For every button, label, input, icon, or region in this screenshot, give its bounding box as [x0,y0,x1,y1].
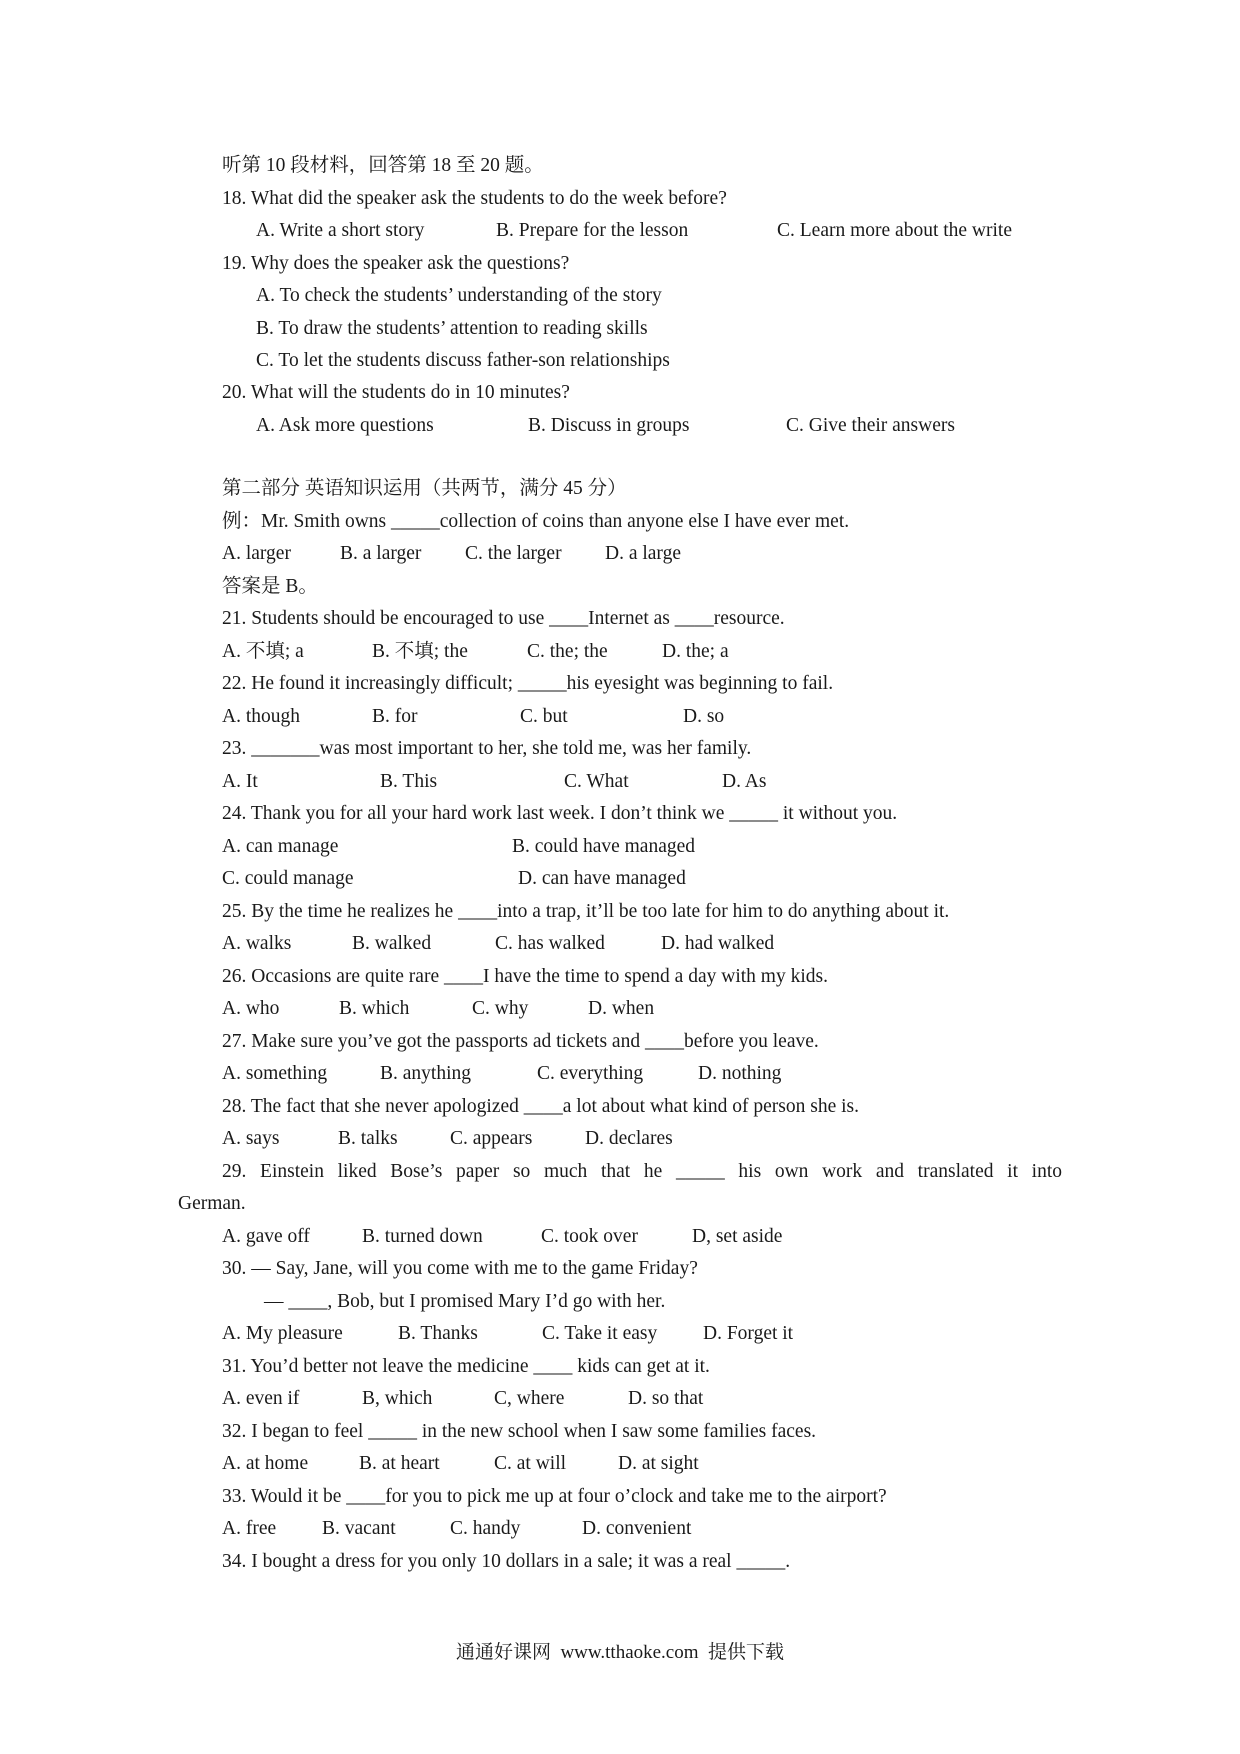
question-34-stem: 34. I bought a dress for you only 10 dollars in a sale; it was a real _____. [222,1551,791,1572]
question-23-option-c: C. What [564,771,629,792]
question-24-option-a: A. can manage [222,836,339,857]
question-33-option-c: C. handy [450,1518,521,1539]
question-31-option-c: C, where [494,1388,565,1409]
question-18-stem: 18. What did the speaker ask the students to do the week before? [222,188,727,209]
part-2-header: 第二部分 英语知识运用（共两节，满分 45 分） [222,478,627,499]
page-footer: 通通好课网 www.tthaoke.com 提供下载 [455,1642,785,1663]
question-30-option-d: D. Forget it [703,1323,794,1344]
question-23-option-a: A. It [222,771,258,792]
question-26-option-c: C. why [472,998,529,1019]
question-22-option-c: C. but [520,706,568,727]
question-32-option-a: A. at home [222,1453,309,1474]
question-20-option-a: A. Ask more questions [256,415,434,436]
question-24-stem: 24. Thank you for all your hard work last week. I don’t think we _____ it without you. [222,803,898,824]
example-option-d: D. a large [605,543,681,564]
question-26-option-b: B. which [339,998,410,1019]
question-28-option-d: D. declares [585,1128,673,1149]
question-30-stem-line-2: — ____, Bob, but I promised Mary I’d go with her. [264,1291,666,1312]
question-20-stem: 20. What will the students do in 10 minutes? [222,382,570,403]
question-21-option-b: B. 不填; the [372,641,468,662]
question-22-stem: 22. He found it increasingly difficult; _____his eyesight was beginning to fail. [222,673,834,694]
question-27-option-b: B. anything [380,1063,471,1084]
question-21-option-c: C. the; the [527,641,608,662]
question-26-stem: 26. Occasions are quite rare ____I have the time to spend a day with my kids. [222,966,828,987]
question-18-option-c: C. Learn more about the write [777,220,1012,241]
question-32-stem: 32. I began to feel _____ in the new school when I saw some families faces. [222,1421,817,1442]
question-29-option-d: D, set aside [692,1226,783,1247]
listening-section-header: 听第 10 段材料，回答第 18 至 20 题。 [222,155,544,176]
question-19-stem: 19. Why does the speaker ask the questions? [222,253,570,274]
question-29-option-a: A. gave off [222,1226,310,1247]
question-30-option-b: B. Thanks [398,1323,478,1344]
question-20-option-c: C. Give their answers [786,415,955,436]
question-33-option-b: B. vacant [322,1518,396,1539]
question-28-stem: 28. The fact that she never apologized ____a lot about what kind of person she is. [222,1096,860,1117]
question-22-option-b: B. for [372,706,418,727]
question-32-option-b: B. at heart [359,1453,440,1474]
question-18-option-a: A. Write a short story [256,220,425,241]
question-22-option-d: D. so [683,706,725,727]
question-21-option-d: D. the; a [662,641,729,662]
question-33-stem: 33. Would it be ____for you to pick me up at four o’clock and take me to the airport? [222,1486,887,1507]
question-18-option-b: B. Prepare for the lesson [496,220,689,241]
question-29-stem-line-2: German. [178,1193,246,1214]
question-20-option-b: B. Discuss in groups [528,415,690,436]
question-32-option-c: C. at will [494,1453,567,1474]
question-27-option-d: D. nothing [698,1063,782,1084]
question-23-option-b: B. This [380,771,438,792]
question-21-stem: 21. Students should be encouraged to use ____Internet as ____resource. [222,608,785,629]
question-27-option-c: C. everything [537,1063,644,1084]
question-31-option-a: A. even if [222,1388,300,1409]
question-31-option-b: B, which [362,1388,433,1409]
example-option-b: B. a larger [340,543,422,564]
question-25-stem: 25. By the time he realizes he ____into a trap, it’ll be too late for him to do anything about it. [222,901,950,922]
question-26-option-d: D. when [588,998,655,1019]
question-29-stem-line-1: 29. Einstein liked Bose’s paper so much that he _____ his own work and translated it into [222,1161,1062,1182]
example-option-a: A. larger [222,543,291,564]
question-32-option-d: D. at sight [618,1453,699,1474]
question-19-option-c: C. To let the students discuss father-son relationships [256,350,670,371]
question-26-option-a: A. who [222,998,280,1019]
question-27-option-a: A. something [222,1063,328,1084]
question-33-option-a: A. free [222,1518,277,1539]
question-25-option-b: B. walked [352,933,432,954]
question-24-option-c: C. could manage [222,868,354,889]
question-30-option-a: A. My pleasure [222,1323,343,1344]
question-23-option-d: D. As [722,771,767,792]
question-23-stem: 23. _______was most important to her, she told me, was her family. [222,738,752,759]
question-28-option-c: C. appears [450,1128,533,1149]
question-27-stem: 27. Make sure you’ve got the passports ad tickets and ____before you leave. [222,1031,819,1052]
question-33-option-d: D. convenient [582,1518,692,1539]
example-answer: 答案是 B。 [222,576,318,597]
question-21-option-a: A. 不填; a [222,641,304,662]
question-25-option-a: A. walks [222,933,292,954]
question-28-option-a: A. says [222,1128,280,1149]
question-30-option-c: C. Take it easy [542,1323,658,1344]
question-25-option-d: D. had walked [661,933,775,954]
question-24-option-d: D. can have managed [518,868,686,889]
question-29-option-b: B. turned down [362,1226,483,1247]
question-28-option-b: B. talks [338,1128,398,1149]
question-29-option-c: C. took over [541,1226,638,1247]
question-31-stem: 31. You’d better not leave the medicine ____ kids can get at it. [222,1356,710,1377]
question-31-option-d: D. so that [628,1388,704,1409]
question-25-option-c: C. has walked [495,933,605,954]
question-30-stem-line-1: 30. — Say, Jane, will you come with me to the game Friday? [222,1258,698,1279]
example-stem: 例：Mr. Smith owns _____collection of coins than anyone else I have ever met. [222,511,850,532]
example-option-c: C. the larger [465,543,562,564]
question-19-option-b: B. To draw the students’ attention to reading skills [256,318,648,339]
question-19-option-a: A. To check the students’ understanding of the story [256,285,662,306]
question-22-option-a: A. though [222,706,300,727]
question-24-option-b: B. could have managed [512,836,696,857]
